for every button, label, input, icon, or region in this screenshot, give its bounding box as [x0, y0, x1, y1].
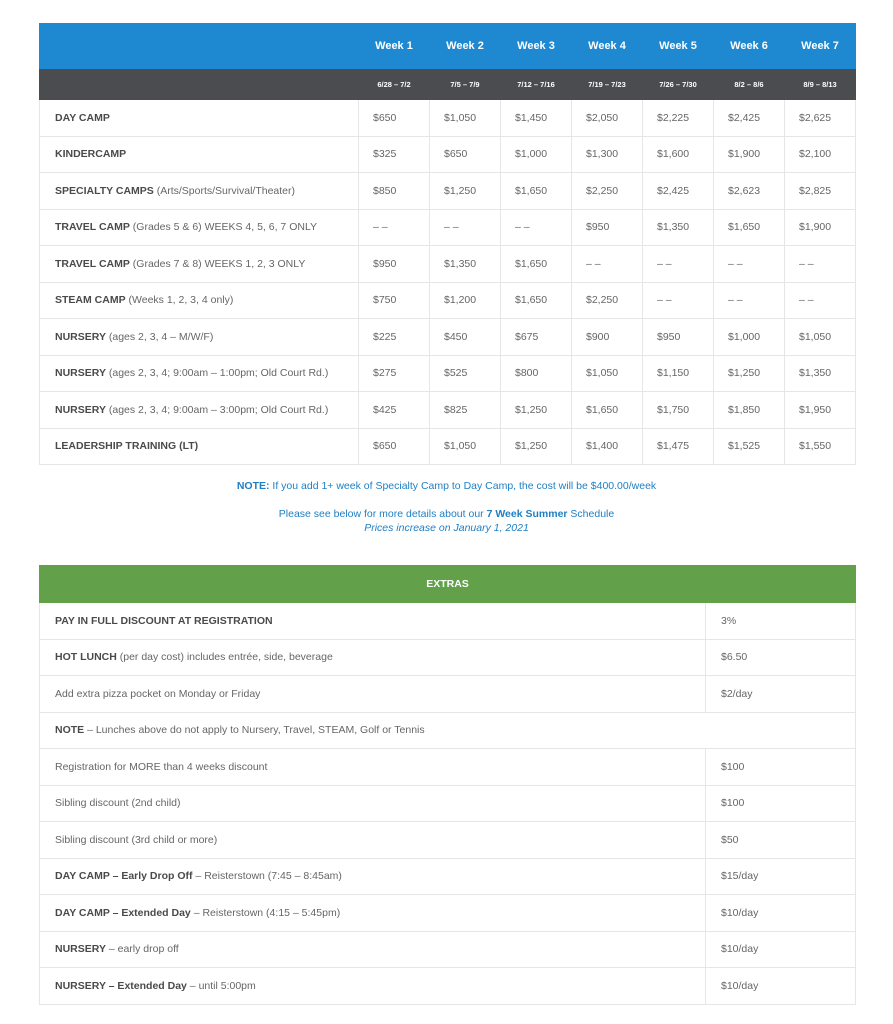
price-cell: – –: [643, 246, 714, 283]
extra-title: DAY CAMP – Early Drop Off: [55, 870, 193, 883]
details-text: Please see below for more details about our: [278, 508, 487, 520]
pricing-row: [40, 282, 856, 319]
extras-row: [40, 639, 856, 676]
extra-price: $10/day: [706, 895, 856, 932]
price-cell: $1,050: [785, 319, 856, 356]
price-cell: – –: [430, 209, 501, 246]
price-cell: $650: [359, 428, 430, 465]
price-cell: $1,150: [643, 355, 714, 392]
price-cell: $850: [359, 173, 430, 210]
price-cell: $1,650: [714, 209, 785, 246]
extra-label: [40, 603, 706, 640]
price-cell: – –: [714, 282, 785, 319]
price-cell: $2,425: [643, 173, 714, 210]
price-cell: $2,250: [572, 173, 643, 210]
price-cell: $2,625: [785, 100, 856, 137]
price-cell: $1,900: [785, 209, 856, 246]
extra-detail: Sibling discount (2nd child): [55, 797, 181, 810]
extra-price: $6.50: [706, 639, 856, 676]
price-cell: $2,050: [572, 100, 643, 137]
program-title: NURSERY: [55, 403, 106, 416]
price-cell: $1,300: [572, 136, 643, 173]
pricing-row: [40, 392, 856, 429]
pricing-row: [40, 355, 856, 392]
date-range: 6/28 – 7/2: [359, 69, 430, 100]
program-title: DAY CAMP: [55, 111, 110, 124]
extra-price: $100: [706, 785, 856, 822]
program-name: [40, 392, 359, 429]
program-header-cell: [40, 24, 359, 69]
week-header: Week 3: [501, 24, 572, 69]
price-cell: $1,250: [714, 355, 785, 392]
price-cell: $325: [359, 136, 430, 173]
price-cell: $1,400: [572, 428, 643, 465]
price-cell: $1,250: [430, 173, 501, 210]
extra-label: [40, 895, 706, 932]
price-cell: $675: [501, 319, 572, 356]
price-cell: $425: [359, 392, 430, 429]
date-range: 8/2 – 8/6: [714, 69, 785, 100]
extras-table: [39, 565, 856, 1005]
extra-label: [40, 785, 706, 822]
date-range: 7/12 – 7/16: [501, 69, 572, 100]
extra-label: [40, 822, 706, 859]
program-detail: (Arts/Sports/Survival/Theater): [153, 184, 296, 197]
pricing-row: [40, 136, 856, 173]
program-name: [40, 319, 359, 356]
extra-detail: – early drop off: [105, 943, 179, 956]
price-cell: – –: [714, 246, 785, 283]
date-header-cell: [40, 69, 359, 100]
price-cell: $1,200: [430, 282, 501, 319]
extra-detail: Sibling discount (3rd child or more): [55, 833, 218, 846]
price-cell: $525: [430, 355, 501, 392]
extra-title: NURSERY: [55, 943, 106, 956]
price-cell: $225: [359, 319, 430, 356]
price-cell: $800: [501, 355, 572, 392]
extra-price: 3%: [706, 603, 856, 640]
note-text: If you add 1+ week of Specialty Camp to Day Camp, the cost will be $400.00/week: [269, 480, 657, 492]
extra-label: [40, 858, 706, 895]
date-range: 7/5 – 7/9: [430, 69, 501, 100]
price-cell: – –: [359, 209, 430, 246]
extra-detail: – Reisterstown (4:15 – 5:45pm): [190, 906, 341, 919]
program-title: NURSERY: [55, 367, 106, 380]
program-detail: (Weeks 1, 2, 3, 4 only): [125, 294, 234, 307]
extra-price: $2/day: [706, 676, 856, 713]
program-name: [40, 246, 359, 283]
pricing-table: [39, 23, 856, 465]
date-range-row: [40, 69, 856, 100]
price-cell: $1,000: [501, 136, 572, 173]
price-cell: $1,650: [572, 392, 643, 429]
extras-row: [40, 895, 856, 932]
price-cell: $1,250: [501, 428, 572, 465]
date-range: 8/9 – 8/13: [785, 69, 856, 100]
program-name: [40, 173, 359, 210]
price-cell: $1,050: [572, 355, 643, 392]
price-cell: $2,623: [714, 173, 785, 210]
program-title: SPECIALTY CAMPS: [55, 184, 154, 197]
price-cell: $2,250: [572, 282, 643, 319]
program-title: TRAVEL CAMP: [55, 257, 130, 270]
price-cell: – –: [785, 246, 856, 283]
price-cell: – –: [643, 282, 714, 319]
week-header: Week 7: [785, 24, 856, 69]
program-detail: (ages 2, 3, 4 – M/W/F): [105, 330, 214, 343]
extra-label: [40, 639, 706, 676]
price-cell: $1,550: [785, 428, 856, 465]
program-detail: (Grades 7 & 8) WEEKS 1, 2, 3 ONLY: [129, 257, 306, 270]
price-cell: $450: [430, 319, 501, 356]
price-cell: $275: [359, 355, 430, 392]
price-cell: $2,225: [643, 100, 714, 137]
program-name: [40, 100, 359, 137]
price-cell: $1,450: [501, 100, 572, 137]
specialty-note: [0, 480, 893, 492]
schedule-details-note: [0, 508, 893, 520]
program-name: [40, 209, 359, 246]
price-cell: $1,750: [643, 392, 714, 429]
price-cell: $1,900: [714, 136, 785, 173]
extras-row: [40, 749, 856, 786]
price-cell: $900: [572, 319, 643, 356]
extra-price: $10/day: [706, 968, 856, 1005]
pricing-row: [40, 100, 856, 137]
price-cell: $1,850: [714, 392, 785, 429]
pricing-row: [40, 246, 856, 283]
pricing-row: [40, 319, 856, 356]
extra-title: PAY IN FULL DISCOUNT AT REGISTRATION: [55, 614, 273, 627]
extras-header-row: [40, 566, 856, 603]
price-cell: $950: [572, 209, 643, 246]
price-cell: – –: [501, 209, 572, 246]
price-cell: $1,350: [643, 209, 714, 246]
extras-row: [40, 785, 856, 822]
program-detail: (ages 2, 3, 4; 9:00am – 3:00pm; Old Court Rd.): [105, 403, 329, 416]
extra-price: $15/day: [706, 858, 856, 895]
price-cell: $1,600: [643, 136, 714, 173]
price-cell: $1,475: [643, 428, 714, 465]
program-name: [40, 355, 359, 392]
price-cell: $1,950: [785, 392, 856, 429]
price-cell: $650: [359, 100, 430, 137]
extras-row: [40, 603, 856, 640]
week-header: Week 6: [714, 24, 785, 69]
extra-label: [40, 712, 856, 749]
extras-row: [40, 712, 856, 749]
price-cell: $1,250: [501, 392, 572, 429]
price-cell: $1,050: [430, 428, 501, 465]
price-cell: $750: [359, 282, 430, 319]
week-header: Week 5: [643, 24, 714, 69]
program-detail: (ages 2, 3, 4; 9:00am – 1:00pm; Old Court Rd.): [105, 367, 329, 380]
extras-row: [40, 858, 856, 895]
price-increase-note: Prices increase on January 1, 2021: [364, 522, 529, 534]
price-cell: $1,650: [501, 246, 572, 283]
price-cell: $950: [643, 319, 714, 356]
price-cell: $2,100: [785, 136, 856, 173]
extra-title: NURSERY – Extended Day: [55, 979, 187, 992]
extra-detail: – Lunches above do not apply to Nursery, Travel, STEAM, Golf or Tennis: [84, 724, 425, 737]
price-cell: $1,000: [714, 319, 785, 356]
program-title: TRAVEL CAMP: [55, 221, 130, 234]
extra-detail: – Reisterstown (7:45 – 8:45am): [192, 870, 342, 883]
extra-label: [40, 931, 706, 968]
week-header: Week 2: [430, 24, 501, 69]
price-cell: $1,050: [430, 100, 501, 137]
extra-price: $50: [706, 822, 856, 859]
week-header: Week 4: [572, 24, 643, 69]
price-cell: – –: [785, 282, 856, 319]
price-cell: $1,650: [501, 282, 572, 319]
program-name: [40, 428, 359, 465]
extras-row: [40, 931, 856, 968]
price-cell: $1,650: [501, 173, 572, 210]
extra-title: NOTE: [55, 724, 85, 737]
extra-title: DAY CAMP – Extended Day: [55, 906, 191, 919]
program-title: LEADERSHIP TRAINING (LT): [55, 440, 199, 453]
note-label: NOTE:: [236, 480, 270, 492]
extra-detail: (per day cost) includes entrée, side, beverage: [116, 651, 333, 664]
extra-title: HOT LUNCH: [55, 651, 117, 664]
pricing-row: [40, 428, 856, 465]
program-name: [40, 136, 359, 173]
extras-row: [40, 822, 856, 859]
price-cell: $1,350: [430, 246, 501, 283]
price-cell: $1,525: [714, 428, 785, 465]
pricing-row: [40, 173, 856, 210]
extra-price: $100: [706, 749, 856, 786]
extras-row: [40, 676, 856, 713]
program-title: NURSERY: [55, 330, 106, 343]
extra-price: $10/day: [706, 931, 856, 968]
date-range: 7/19 – 7/23: [572, 69, 643, 100]
price-cell: $2,425: [714, 100, 785, 137]
price-cell: $825: [430, 392, 501, 429]
extra-detail: Registration for MORE than 4 weeks discount: [55, 760, 268, 773]
date-range: 7/26 – 7/30: [643, 69, 714, 100]
extra-detail: – until 5:00pm: [186, 979, 256, 992]
price-cell: – –: [572, 246, 643, 283]
price-cell: $1,350: [785, 355, 856, 392]
details-emphasis: 7 Week Summer: [486, 508, 568, 520]
price-cell: $2,825: [785, 173, 856, 210]
program-title: STEAM CAMP: [55, 294, 126, 307]
extra-label: [40, 749, 706, 786]
extra-label: [40, 676, 706, 713]
extras-row: [40, 968, 856, 1005]
price-cell: $650: [430, 136, 501, 173]
program-detail: (Grades 5 & 6) WEEKS 4, 5, 6, 7 ONLY: [129, 221, 318, 234]
program-title: KINDERCAMP: [55, 148, 127, 161]
details-suffix: Schedule: [567, 508, 615, 520]
price-cell: $950: [359, 246, 430, 283]
week-header-row: [40, 24, 856, 69]
week-header: Week 1: [359, 24, 430, 69]
extras-title: EXTRAS: [40, 566, 856, 603]
program-name: [40, 282, 359, 319]
pricing-row: [40, 209, 856, 246]
extra-label: [40, 968, 706, 1005]
extra-detail: Add extra pizza pocket on Monday or Friday: [55, 687, 261, 700]
